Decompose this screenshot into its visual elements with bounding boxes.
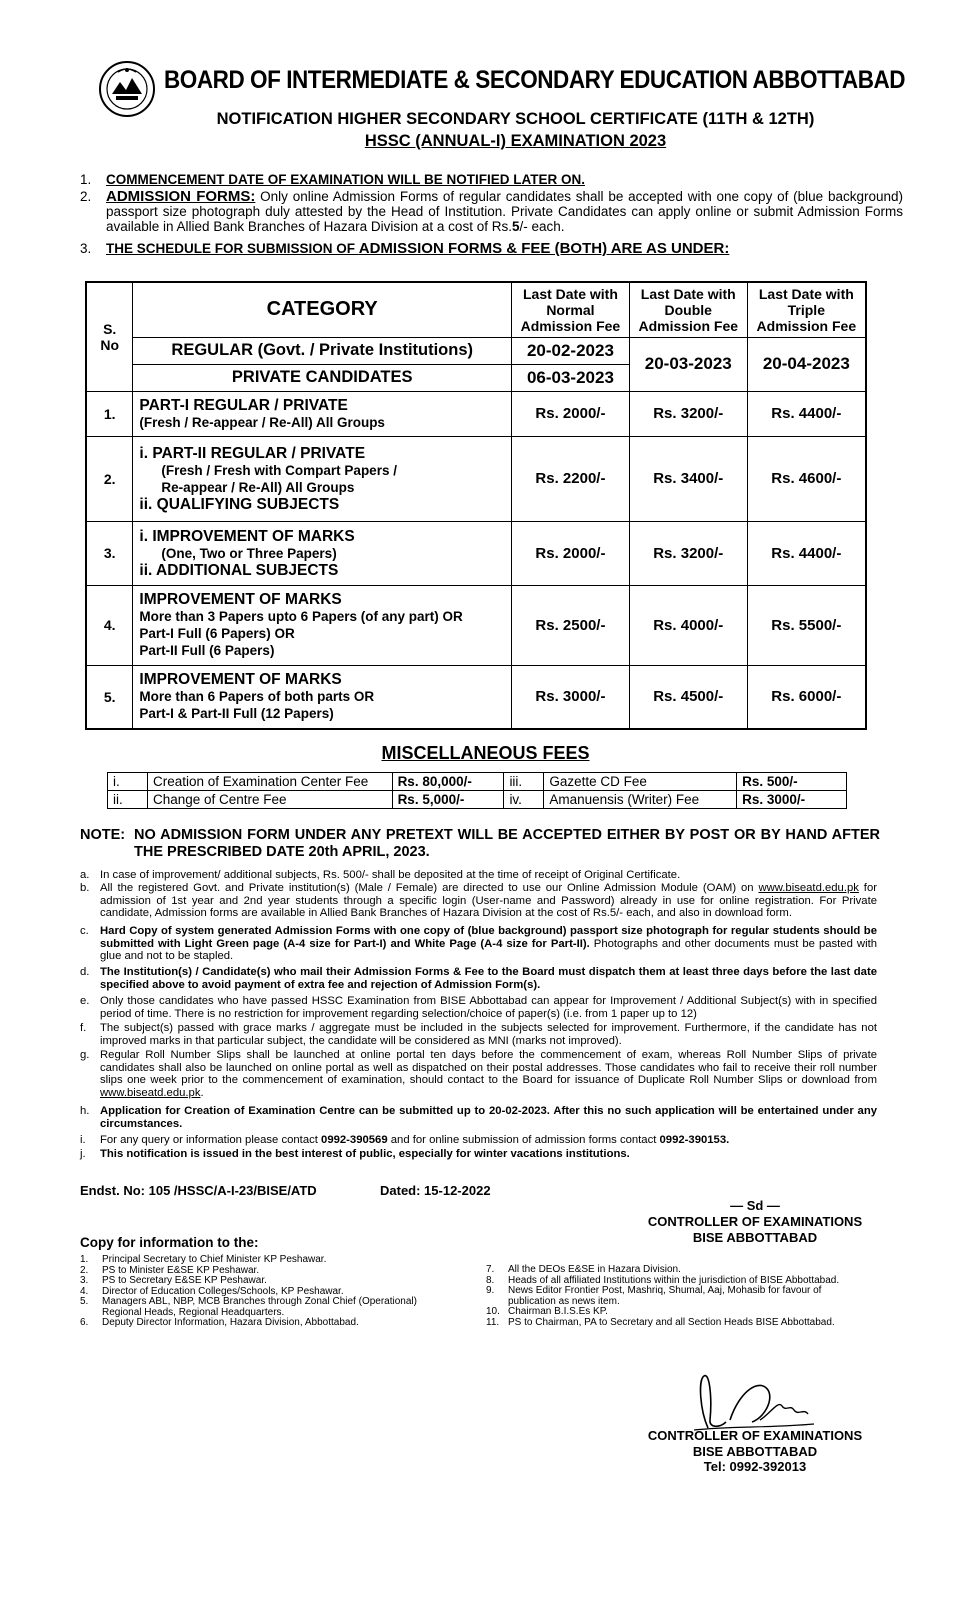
instruction-text: . [200, 1086, 204, 1099]
double-fee: Rs. 4000/- [629, 585, 747, 665]
category-line: Re-appear / Re-All) All Groups [161, 479, 355, 495]
triple-fee: Rs. 4600/- [747, 436, 866, 521]
phone-number: 0992-390153. [659, 1134, 730, 1146]
triple-fee-date: 20-04-2023 [747, 337, 866, 391]
misc-row [108, 773, 847, 791]
instruction-d [80, 966, 877, 991]
category-line: More than 6 Papers of both parts OR [139, 689, 375, 705]
copy-number: 9. [486, 1285, 495, 1296]
category-line: (One, Two or Three Papers) [161, 545, 337, 561]
instruction-text: Hard Copy of system generated Admission Forms with one copy of (blue background) passport size photograph for regular students should be submitted with Light Green page (A-4 size for Part-I) and White Page (A-4 size for Part-II). [100, 925, 877, 950]
category-line: i. IMPROVEMENT OF MARKS [139, 527, 355, 545]
instruction-text: The subject(s) passed with grace marks / aggregate must be included in the subjects selected for improvement. Furthermore, if the candidate has not improved marks in that particular subject, the candidate will be considered as MNI (marks not improved). [100, 1022, 877, 1047]
instruction-e [80, 995, 877, 1020]
phone-number: 0992-390569 [321, 1134, 388, 1146]
instruction-letter: a. [80, 869, 90, 881]
instruction-text: The Institution(s) / Candidate(s) who mail their Admission Forms & Fee to the Board must dispatch them at least three days before the last date specified above to avoid payment of extra fee and rejection of Admission Form(s). [100, 966, 877, 991]
admission-fee-schedule-table [85, 281, 867, 730]
normal-fee: Rs. 2500/- [512, 585, 630, 665]
bise-name: BISE ABBOTTABAD [692, 1443, 818, 1459]
copy-text: Principal Secretary to Chief Minister KP Peshawar. [102, 1254, 327, 1265]
double-fee-date: 20-03-2023 [629, 337, 747, 391]
row-number: 2. [86, 436, 133, 521]
instruction-h [80, 1105, 877, 1130]
instruction-c [80, 925, 877, 963]
copy-list-right [486, 1265, 866, 1328]
category-line: Part-II Full (6 Papers) [139, 643, 275, 658]
copy-number: 1. [80, 1254, 89, 1265]
examination-title [0, 132, 971, 151]
row-number: 5. [86, 665, 133, 729]
telephone: Tel: 0992-392013 [703, 1459, 807, 1474]
misc-label: Amanuensis (Writer) Fee [544, 791, 737, 809]
private-normal-date: 06-03-2023 [512, 364, 630, 391]
point-2-text: Only online Admission Forms of regular candidates shall be accepted with one copy of (blue background) passport size photograph duly attested by the Head of Institution. Private Candidates can apply online or submit Admission Forms available in Allied Bank Branches of Hazara Division at a cost of Rs. [106, 189, 903, 234]
instruction-text: Regular Roll Number Slips shall be launched at online portal ten days before the commencement of exam, whereas Roll Number Slips of private candidates shall also be launched on online portal as well as dispatched on their postal addresses. Those candidates who fail to receive their roll number slips one week prior to the commencement of examination, should contact to the Board for issuance of Duplicate Roll Number Slips or download from [100, 1049, 877, 1087]
copy-number: 6. [80, 1317, 89, 1328]
instruction-text: For any query or information please contact [100, 1134, 322, 1146]
instruction-letter: f. [80, 1022, 87, 1034]
sd-mark: — Sd — [730, 1198, 780, 1213]
copy-text: PS to Chairman, PA to Secretary and all Section Heads BISE Abbottabad. [508, 1316, 835, 1328]
point-3-text: THE SCHEDULE FOR SUBMISSION OF [106, 241, 359, 256]
row-number: 1. [86, 391, 133, 436]
copy-number: 10. [486, 1306, 500, 1317]
endorsement-number: Endst. No: 105 /HSSC/A-I-23/BISE/ATD [80, 1183, 317, 1198]
double-fee: Rs. 4500/- [629, 665, 747, 729]
copy-number: 5. [80, 1296, 89, 1307]
triple-fee: Rs. 4400/- [747, 391, 866, 436]
instruction-text: for admission of 1st year and 2nd year students through a specific login (User-name and Password) already in use for online registration. For Private candidate, Admission forms are available in Allied Bank Branches of Hazara Division at the cost of Rs.5/- each, and also in download form. [100, 882, 877, 920]
category-line: ii. QUALIFYING SUBJECTS [139, 495, 340, 513]
regular-category-label: REGULAR (Govt. / Private Institutions) [133, 337, 512, 364]
issue-date: Dated: 15-12-2022 [380, 1183, 491, 1198]
copy-list-heading: Copy for information to the: [80, 1235, 259, 1250]
copy-list-left [80, 1255, 420, 1329]
miscellaneous-fees-table [107, 772, 847, 809]
copy-text: Deputy Director Information, Hazara Division, Abbottabad. [102, 1317, 359, 1328]
category-line: (Fresh / Fresh with Compart Papers / [161, 462, 397, 478]
normal-fee-header: Last Date with Normal Admission Fee [512, 282, 630, 337]
double-fee: Rs. 3200/- [629, 391, 747, 436]
category-line: IMPROVEMENT OF MARKS [139, 591, 342, 608]
category-line: Part-I Full (6 Papers) OR [139, 626, 295, 641]
instruction-letter: j. [80, 1148, 86, 1160]
private-category-label: PRIVATE CANDIDATES [133, 364, 512, 391]
misc-row [108, 791, 847, 809]
copy-number: 8. [486, 1274, 495, 1286]
copy-number: 7. [486, 1264, 495, 1275]
note-label: NOTE: [80, 827, 126, 843]
point-1 [80, 172, 903, 187]
copy-item [80, 1318, 420, 1329]
misc-num: i. [108, 773, 148, 791]
instruction-text: Application for Creation of Examination Centre can be submitted up to 20-02-2023. After this no such application will be entertained under any circumstances. [100, 1105, 877, 1130]
controller-block-top [620, 1198, 890, 1246]
point-number: 3. [80, 241, 92, 256]
copy-text: PS to Secretary E&SE KP Peshawar. [102, 1275, 267, 1286]
instruction-i [80, 1134, 877, 1147]
row-number: 3. [86, 521, 133, 585]
instruction-text: and for online submission of admission forms contact [387, 1134, 660, 1146]
regular-normal-date: 20-02-2023 [512, 337, 630, 364]
website-link[interactable]: www.biseatd.edu.pk [758, 882, 859, 894]
copy-number: 4. [80, 1285, 89, 1297]
category-line: IMPROVEMENT OF MARKS [139, 671, 342, 689]
copy-number: 3. [80, 1275, 89, 1286]
misc-value: Rs. 80,000/- [392, 773, 504, 791]
triple-fee: Rs. 4400/- [747, 521, 866, 585]
category-header: CATEGORY [133, 282, 512, 337]
point-1-text: COMMENCEMENT DATE OF EXAMINATION WILL BE NOTIFIED LATER ON. [106, 172, 585, 187]
copy-text: Chairman B.I.S.Es KP. [508, 1306, 608, 1317]
instruction-a [80, 869, 877, 882]
category-line: Part-I & Part-II Full (12 Papers) [139, 706, 334, 722]
examination-title-text: HSSC (ANNUAL-I) EXAMINATION 2023 [364, 132, 667, 150]
misc-num: iv. [504, 791, 544, 809]
copy-item [486, 1286, 866, 1307]
controller-title: CONTROLLER OF EXAMINATIONS [647, 1428, 863, 1443]
category-line: More than 3 Papers upto 6 Papers (of any part) OR [139, 609, 463, 624]
point-number: 2. [80, 189, 92, 204]
misc-value: Rs. 3000/- [737, 791, 847, 809]
point-2 [80, 189, 903, 234]
instruction-letter: c. [80, 925, 89, 937]
misc-num: ii. [108, 791, 148, 809]
instruction-letter: d. [80, 966, 90, 978]
misc-label: Creation of Examination Center Fee [147, 773, 392, 791]
instruction-g [80, 1049, 877, 1099]
instruction-text: All the registered Govt. and Private institution(s) (Male / Female) are directed to use our Online Admission Module (OAM) on [100, 882, 759, 894]
notification-title: NOTIFICATION HIGHER SECONDARY SCHOOL CERTIFICATE (11TH & 12TH) [216, 110, 815, 128]
copy-text: Director of Education Colleges/Schools, KP Peshawar. [102, 1285, 344, 1297]
controller-title: CONTROLLER OF EXAMINATIONS [647, 1214, 863, 1229]
fee-row [86, 521, 866, 585]
double-fee: Rs. 3400/- [629, 436, 747, 521]
copy-text: Heads of all affiliated Institutions within the jurisdiction of BISE Abbottabad. [508, 1274, 840, 1286]
copy-number: 11. [486, 1316, 500, 1328]
fee-row [86, 436, 866, 521]
misc-value: Rs. 5,000/- [392, 791, 504, 809]
category-line: (Fresh / Re-appear / Re-All) All Groups [139, 414, 385, 430]
instruction-text: Only those candidates who have passed HSSC Examination from BISE Abbottabad can appear for Improvement / Additional Subject(s) with in specified period of time. There is no restriction for improvement regarding selection/choice of paper(s) (i.e. from 1 paper up to 12) [100, 995, 877, 1020]
fee-row [86, 391, 866, 436]
category-line: i. PART-II REGULAR / PRIVATE [139, 444, 366, 462]
point-number: 1. [80, 172, 92, 187]
website-link[interactable]: www.biseatd.edu.pk [100, 1086, 201, 1099]
instruction-letter: g. [80, 1049, 90, 1061]
copy-item [80, 1297, 420, 1318]
copy-number: 2. [80, 1264, 89, 1276]
miscellaneous-fees-title: MISCELLANEOUS FEES [381, 743, 590, 763]
category-line: PART-I REGULAR / PRIVATE [139, 396, 348, 414]
double-fee: Rs. 3200/- [629, 521, 747, 585]
point-2-bold: 5 [511, 219, 520, 234]
triple-fee: Rs. 6000/- [747, 665, 866, 729]
misc-value: Rs. 500/- [737, 773, 847, 791]
fee-row [86, 585, 866, 665]
double-fee-header: Last Date with Double Admission Fee [629, 282, 747, 337]
instruction-b [80, 882, 877, 920]
normal-fee: Rs. 2000/- [512, 521, 630, 585]
instruction-text: Photographs and other documents must be pasted with glue and not to be stapled. [100, 937, 877, 963]
point-2-text-end: /- each. [519, 219, 565, 234]
bise-name: BISE ABBOTTABAD [692, 1230, 818, 1245]
copy-item [486, 1318, 866, 1329]
copy-text: News Editor Frontier Post, Mashriq, Shumal, Aaj, Mohasib for favour of publication as news item. [508, 1285, 822, 1307]
normal-fee: Rs. 3000/- [512, 665, 630, 729]
note [80, 827, 880, 861]
misc-label: Gazette CD Fee [544, 773, 737, 791]
triple-fee: Rs. 5500/- [747, 585, 866, 665]
category-line: ii. ADDITIONAL SUBJECTS [139, 561, 339, 579]
triple-fee-header: Last Date with Triple Admission Fee [747, 282, 866, 337]
controller-block-bottom [620, 1428, 890, 1475]
misc-num: iii. [504, 773, 544, 791]
admission-forms-label: ADMISSION FORMS: [106, 188, 256, 205]
note-text: NO ADMISSION FORM UNDER ANY PRETEXT WILL BE ACCEPTED EITHER BY POST OR BY HAND AFTER THE PRESCRIBED DATE 20th APRIL, 2023. [134, 827, 880, 860]
board-title: BOARD OF INTERMEDIATE & SECONDARY EDUCATION ABBOTTABAD [164, 66, 906, 94]
point-3-text-emph: ADMISSION FORMS & FEE (BOTH) ARE AS UNDER: [358, 240, 730, 257]
row-number: 4. [86, 585, 133, 665]
sno-header: S. No [86, 282, 133, 391]
instruction-letter: h. [80, 1105, 90, 1117]
copy-text: All the DEOs E&SE in Hazara Division. [508, 1264, 681, 1275]
handwritten-signature-icon [690, 1370, 820, 1434]
fee-row [86, 665, 866, 729]
point-3 [80, 241, 903, 256]
instruction-letter: e. [80, 995, 90, 1007]
copy-text: Managers ABL, NBP, MCB Branches through Zonal Chief (Operational) Regional Heads, Regional Headquarters. [102, 1296, 417, 1318]
instruction-f [80, 1022, 877, 1047]
instruction-text: In case of improvement/ additional subjects, Rs. 500/- shall be deposited at the time of receipt of Original Certificate. [100, 869, 681, 881]
instruction-letter: i. [80, 1134, 86, 1146]
normal-fee: Rs. 2000/- [512, 391, 630, 436]
instruction-j [80, 1148, 877, 1161]
copy-text: PS to Minister E&SE KP Peshawar. [102, 1264, 260, 1276]
instruction-text: This notification is issued in the best interest of public, especially for winter vacations institutions. [100, 1148, 630, 1160]
normal-fee: Rs. 2200/- [512, 436, 630, 521]
instruction-letter: b. [80, 882, 90, 894]
misc-label: Change of Centre Fee [147, 791, 392, 809]
